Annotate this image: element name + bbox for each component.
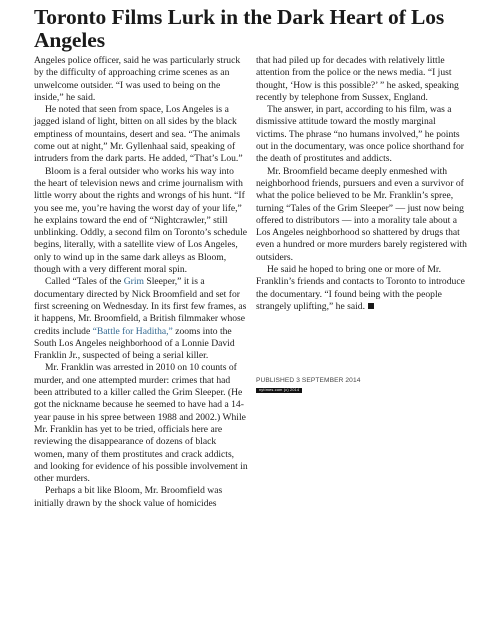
paragraph-text: zooms into the South Los Angeles neighborhood of a Lonnie David Franklin Jr., suspected of being a serial killer. <box>34 325 235 362</box>
paragraph: The answer, in part, according to his film, was a dismissive attitude toward the mostly marginal victims. The phrase “no humans involved,” he points out in the documentary, was once police shorthand for the death of prostitutes and addicts. <box>256 104 464 165</box>
paragraph: that had piled up for decades with relatively little attention from the police or the news media. “I just thought, ‘How is this possible?’ ” he asked, speaking recently by telephone from Sussex, England. <box>256 55 459 103</box>
paragraph: He noted that seen from space, Los Angeles is a jagged island of light, bitten on all sides by the black emptiness of mountains, desert and sea. “The animals come out at night,” Mr. Gyllenhaal said, speaking of intruders from the dark parts. He added, “That’s Lou.” <box>34 104 243 165</box>
end-of-article-icon <box>368 303 374 309</box>
paragraph: Mr. Franklin was arrested in 2010 on 10 counts of murder, and one attempted murder: crimes that had been attributed to a killer called the Grim Sleeper. (He got the nickname because he seemed to have had a 14-year pause in his spree between 1988 and 2002.) While Mr. Franklin has yet to be tried, officials here are reviewing the disappearance of dozens of black women, many of them prostitutes and crack addicts, and looking for evidence of his possible involvement in other murders. <box>34 362 248 485</box>
paragraph: Perhaps a bit like Bloom, Mr. Broomfield was initially drawn by the shock value of homicides <box>34 485 223 509</box>
paragraph: Mr. Broomfield became deeply enmeshed with neighborhood friends, pursuers and even a survivor of what the police believed to be Mr. Franklin’s spree, turning “Tales of the Grim Sleeper” — just now being offered to distributors — into a morality tale about a Los Angeles neighborhood so shattered by drugs that even a hundred or more murders barely registered with outsiders. <box>256 165 467 263</box>
paragraph-text: Sleeper,” it is a documentary directed by Nick Broomfield and set for first screening on Wednesday. In its first few frames, as it happens, Mr. Broomfield, a British filmmaker whose credits include <box>34 276 247 337</box>
source-logo-stamp: nytimes.com (c) 2014 <box>256 388 302 393</box>
paragraph <box>256 264 468 313</box>
paragraph: Angeles police officer, said he was particularly struck by the difficulty of approaching crime scenes as an unwelcome outsider. “I was used to being on the inside,” he said. <box>34 55 241 103</box>
paragraph-text: He said he hoped to bring one or more of Mr. Franklin’s friends and contacts to Toronto to introduce the documentary. “I found being with the people strangely uplifting,” he said. <box>256 264 465 312</box>
article-headline: Toronto Films Lurk in the Dark Heart of Los Angeles <box>34 5 445 52</box>
article-column-right <box>256 55 468 313</box>
battle-for-haditha-link[interactable]: “Battle for Haditha,” <box>92 325 173 337</box>
paragraph <box>34 276 248 362</box>
published-date: PUBLISHED 3 SEPTEMBER 2014 <box>256 377 361 384</box>
paragraph: Bloom is a feral outsider who works his way into the heart of television news and crime journalism with little worry about the rights and wrongs of his hunt. “If you see me, you’re having the worst day of your life,” he explains toward the end of “Nightcrawler,” still unblinking. Oddly, a second film on Toronto’s schedule begins, literally, with a satellite view of Los Angeles, only to wind up in the same dark alleys as Bloom, though with a very different moral spin. <box>34 165 248 276</box>
paragraph-text: Called “Tales of the <box>45 276 124 288</box>
article-column-left <box>34 55 248 510</box>
grim-link[interactable]: Grim <box>123 276 144 288</box>
